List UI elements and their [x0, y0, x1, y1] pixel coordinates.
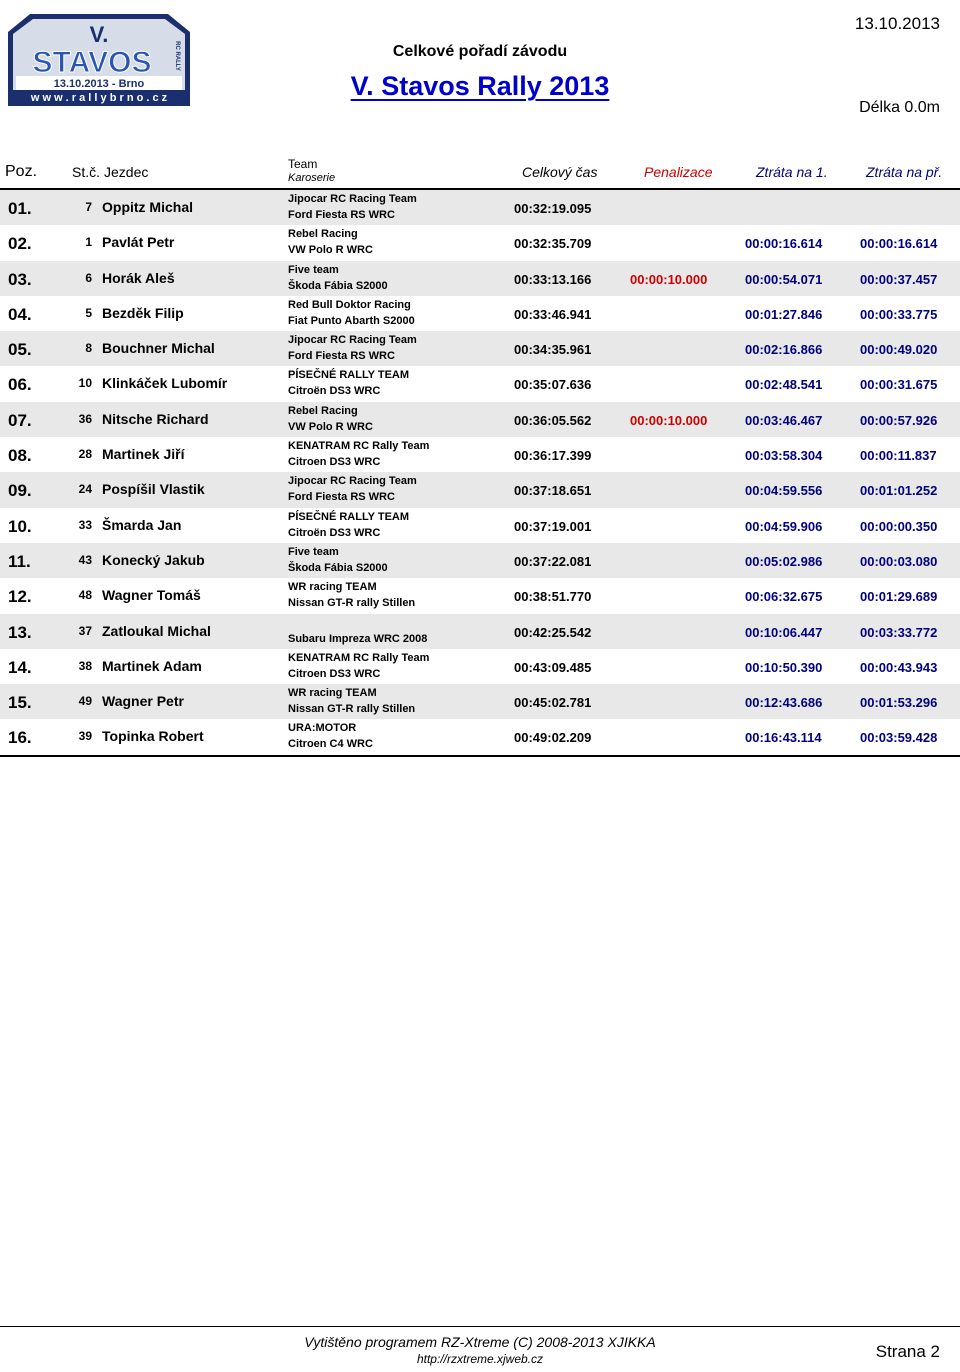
row-loss-to-first: 00:00:54.071: [745, 271, 823, 287]
row-loss-to-first: 00:10:06.447: [745, 624, 823, 640]
row-driver: Bezděk Filip: [102, 304, 184, 321]
table-row: [0, 331, 960, 366]
row-loss-to-previous: 00:00:11.837: [860, 448, 937, 464]
row-driver: Horák Aleš: [102, 269, 175, 286]
row-loss-to-previous: 00:01:53.296: [860, 695, 938, 711]
row-loss-to-first: 00:02:16.866: [745, 342, 823, 358]
row-team: KENATRAM RC Rally Team: [288, 440, 430, 453]
row-position: 14.: [8, 657, 32, 677]
row-total-time: 00:49:02.209: [514, 730, 592, 746]
row-loss-to-first: 00:04:59.556: [745, 483, 823, 499]
row-total-time: 00:36:05.562: [514, 412, 592, 428]
row-total-time: 00:37:19.001: [514, 518, 592, 534]
table-row: [0, 366, 960, 401]
row-loss-to-previous: 00:00:49.020: [860, 342, 938, 358]
row-car: VW Polo R WRC: [288, 244, 373, 257]
row-driver: Topinka Robert: [102, 728, 204, 745]
row-team: Five team: [288, 263, 339, 276]
row-total-time: 00:35:07.636: [514, 377, 592, 393]
row-total-time: 00:33:46.941: [514, 306, 592, 322]
row-loss-to-first: 00:05:02.986: [745, 553, 823, 569]
row-loss-to-previous: 00:00:33.775: [860, 306, 938, 322]
row-start-number: 8: [85, 341, 92, 356]
row-car: Subaru Impreza WRC 2008: [288, 632, 428, 645]
table-bottom-divider: [0, 755, 960, 757]
row-car: Ford Fiesta RS WRC: [288, 209, 395, 221]
row-loss-to-previous: 00:03:33.772: [860, 624, 938, 640]
row-loss-to-first: 00:03:58.304: [745, 448, 823, 464]
logo-line2: STAVOS: [32, 46, 152, 79]
row-driver: Zatloukal Michal: [102, 622, 211, 639]
row-position: 11.: [8, 551, 31, 571]
row-team: PÍSEČNÉ RALLY TEAM: [288, 510, 410, 523]
table-row: [0, 472, 960, 507]
row-car: Ford Fiesta RS WRC: [288, 350, 395, 363]
row-position: 09.: [8, 481, 32, 501]
row-start-number: 49: [78, 694, 92, 709]
row-total-time: 00:36:17.399: [514, 448, 592, 464]
row-driver: Nitsche Richard: [102, 410, 209, 427]
row-position: 15.: [8, 693, 32, 713]
table-row: [0, 578, 960, 613]
row-car: Škoda Fábia S2000: [288, 561, 388, 574]
page-number: Strana 2: [875, 1342, 940, 1361]
row-car: Citroën DS3 WRC: [288, 526, 381, 539]
row-loss-to-first: 00:06:32.675: [745, 589, 823, 605]
row-start-number: 36: [78, 411, 92, 426]
row-driver: Wagner Tomáš: [102, 587, 201, 604]
row-position: 13.: [8, 622, 32, 642]
row-loss-to-previous: 00:00:16.614: [860, 236, 938, 252]
row-team: Red Bull Doktor Racing: [288, 298, 411, 311]
row-loss-to-first: 00:10:50.390: [745, 659, 823, 675]
row-car: Citroen DS3 WRC: [288, 667, 381, 680]
row-total-time: 00:42:25.542: [514, 624, 592, 640]
row-car: Citroën DS3 WRC: [288, 385, 381, 398]
row-driver: Klinkáček Lubomír: [102, 375, 228, 392]
row-car: Fiat Punto Abarth S2000: [288, 314, 415, 327]
row-car: Škoda Fábia S2000: [288, 279, 388, 292]
row-start-number: 24: [78, 482, 92, 497]
row-loss-to-previous: 00:03:59.428: [860, 730, 938, 746]
row-start-number: 39: [78, 729, 92, 744]
row-driver: Bouchner Michal: [102, 340, 215, 357]
row-driver: Pavlát Petr: [102, 234, 175, 251]
table-row: [0, 684, 960, 719]
row-loss-to-previous: 00:00:43.943: [860, 659, 938, 675]
row-team: WR racing TEAM: [288, 581, 377, 594]
row-total-time: 00:33:13.166: [514, 271, 592, 287]
row-position: 06.: [8, 375, 32, 395]
row-loss-to-first: 00:03:46.467: [745, 412, 823, 428]
row-penalty: 00:00:10.000: [630, 271, 708, 287]
row-start-number: 10: [78, 376, 92, 391]
row-position: 16.: [8, 728, 32, 748]
row-loss-to-previous: 00:01:29.689: [860, 589, 938, 605]
row-total-time: 00:37:18.651: [514, 483, 592, 499]
row-driver: Pospíšil Vlastik: [102, 481, 205, 498]
page-title: [0, 71, 960, 102]
logo-line1: V.: [89, 22, 109, 47]
table-row: [0, 508, 960, 543]
row-total-time: 00:37:22.081: [514, 553, 592, 569]
header-loss-to-previous: Ztráta na př.: [866, 164, 943, 180]
row-position: 02.: [8, 234, 32, 254]
table-row: [0, 543, 960, 578]
row-loss-to-first: 00:12:43.686: [745, 695, 823, 711]
row-loss-to-previous: 00:00:31.675: [860, 377, 938, 393]
header-driver: Jezdec: [104, 164, 149, 180]
row-team: Five team: [288, 545, 339, 558]
row-position: 10.: [8, 516, 32, 536]
row-loss-to-first: 00:00:16.614: [745, 236, 823, 252]
row-start-number: 5: [85, 305, 92, 320]
row-car: Citroen C4 WRC: [288, 738, 373, 751]
header-team: Team: [288, 157, 318, 171]
table-row: [0, 190, 960, 225]
row-team: Rebel Racing: [288, 228, 358, 241]
page-title-text: V. Stavos Rally 2013: [350, 71, 610, 101]
header-loss-to-first: Ztráta na 1.: [756, 164, 828, 180]
row-driver: Konecký Jakub: [102, 551, 205, 568]
header-car: Karoserie: [288, 172, 336, 184]
row-team: PÍSEČNÉ RALLY TEAM: [288, 369, 410, 382]
footer-program: Vytištěno programem RZ-Xtreme (C) 2008-2013 XJIKKA: [304, 1334, 656, 1350]
row-team: Rebel Racing: [288, 404, 358, 417]
row-team: Jipocar RC Racing Team: [288, 193, 417, 205]
logo-line3: 13.10.2013 - Brno: [53, 78, 145, 90]
row-car: VW Polo R WRC: [288, 420, 373, 433]
header-total-time: Celkový čas: [522, 164, 598, 180]
table-row: [0, 261, 960, 296]
row-loss-to-previous: 00:01:01.252: [860, 483, 938, 499]
row-driver: Oppitz Michal: [102, 199, 193, 215]
row-loss-to-first: 00:02:48.541: [745, 377, 823, 393]
footer-url: http://rzxtreme.xjweb.cz: [416, 1352, 544, 1366]
header-start-number: St.č.: [72, 164, 101, 180]
row-position: 05.: [8, 340, 32, 360]
row-start-number: 7: [85, 200, 92, 214]
logo-side: RC RALLY: [174, 41, 180, 71]
table-row: [0, 719, 960, 754]
row-team: URA:MOTOR: [288, 722, 357, 735]
row-driver: Martinek Adam: [102, 657, 202, 674]
page-subtitle: Celkové pořadí závodu: [392, 43, 568, 60]
row-start-number: 37: [78, 623, 92, 638]
table-row: [0, 402, 960, 437]
row-loss-to-first: 00:16:43.114: [745, 730, 822, 746]
row-loss-to-previous: 00:00:57.926: [860, 412, 938, 428]
row-start-number: 38: [78, 658, 92, 673]
row-position: 08.: [8, 446, 32, 466]
row-loss-to-previous: 00:00:37.457: [860, 271, 938, 287]
row-loss-to-previous: 00:00:03.080: [860, 553, 938, 569]
row-driver: Martinek Jiří: [102, 446, 185, 463]
results-table: [0, 190, 960, 755]
row-position: 12.: [8, 587, 32, 607]
row-loss-to-first: 00:04:59.906: [745, 518, 823, 534]
row-total-time: 00:32:35.709: [514, 236, 592, 252]
header-penalty: Penalizace: [644, 164, 713, 180]
row-total-time: 00:43:09.485: [514, 659, 592, 675]
row-total-time: 00:32:19.095: [514, 201, 592, 216]
row-position: 03.: [8, 269, 32, 289]
row-loss-to-first: 00:01:27.846: [745, 306, 823, 322]
stage-length: Délka 0.0m: [859, 99, 940, 116]
row-position: 01.: [8, 199, 32, 218]
footer-divider: [0, 1326, 960, 1327]
row-loss-to-previous: 00:00:00.350: [860, 518, 938, 534]
row-start-number: 1: [85, 235, 92, 250]
row-start-number: 43: [78, 552, 92, 567]
row-start-number: 28: [78, 447, 92, 462]
row-total-time: 00:34:35.961: [514, 342, 592, 358]
row-position: 07.: [8, 410, 32, 430]
row-car: Nissan GT-R rally Stillen: [288, 703, 416, 716]
row-team: Jipocar RC Racing Team: [288, 334, 417, 347]
table-row: [0, 437, 960, 472]
row-start-number: 33: [78, 517, 92, 532]
row-car: Ford Fiesta RS WRC: [288, 491, 395, 504]
row-team: Jipocar RC Racing Team: [288, 475, 417, 488]
table-row: [0, 649, 960, 684]
row-car: Citroen DS3 WRC: [288, 456, 381, 469]
table-row: [0, 296, 960, 331]
row-total-time: 00:38:51.770: [514, 589, 592, 605]
row-start-number: 48: [78, 588, 92, 603]
row-driver: Šmarda Jan: [102, 516, 182, 533]
row-total-time: 00:45:02.781: [514, 695, 592, 711]
row-car: Nissan GT-R rally Stillen: [288, 597, 416, 610]
row-penalty: 00:00:10.000: [630, 412, 708, 428]
row-team: KENATRAM RC Rally Team: [288, 651, 430, 664]
logo-line4: w w w . r a l l y b r n o . c z: [30, 92, 168, 104]
header-position: Poz.: [5, 163, 38, 180]
row-position: 04.: [8, 304, 32, 324]
row-driver: Wagner Petr: [102, 693, 184, 710]
table-row: [0, 614, 960, 649]
table-row: [0, 225, 960, 260]
row-team: WR racing TEAM: [288, 687, 377, 700]
print-date: 13.10.2013: [854, 14, 940, 33]
row-start-number: 6: [85, 270, 92, 285]
